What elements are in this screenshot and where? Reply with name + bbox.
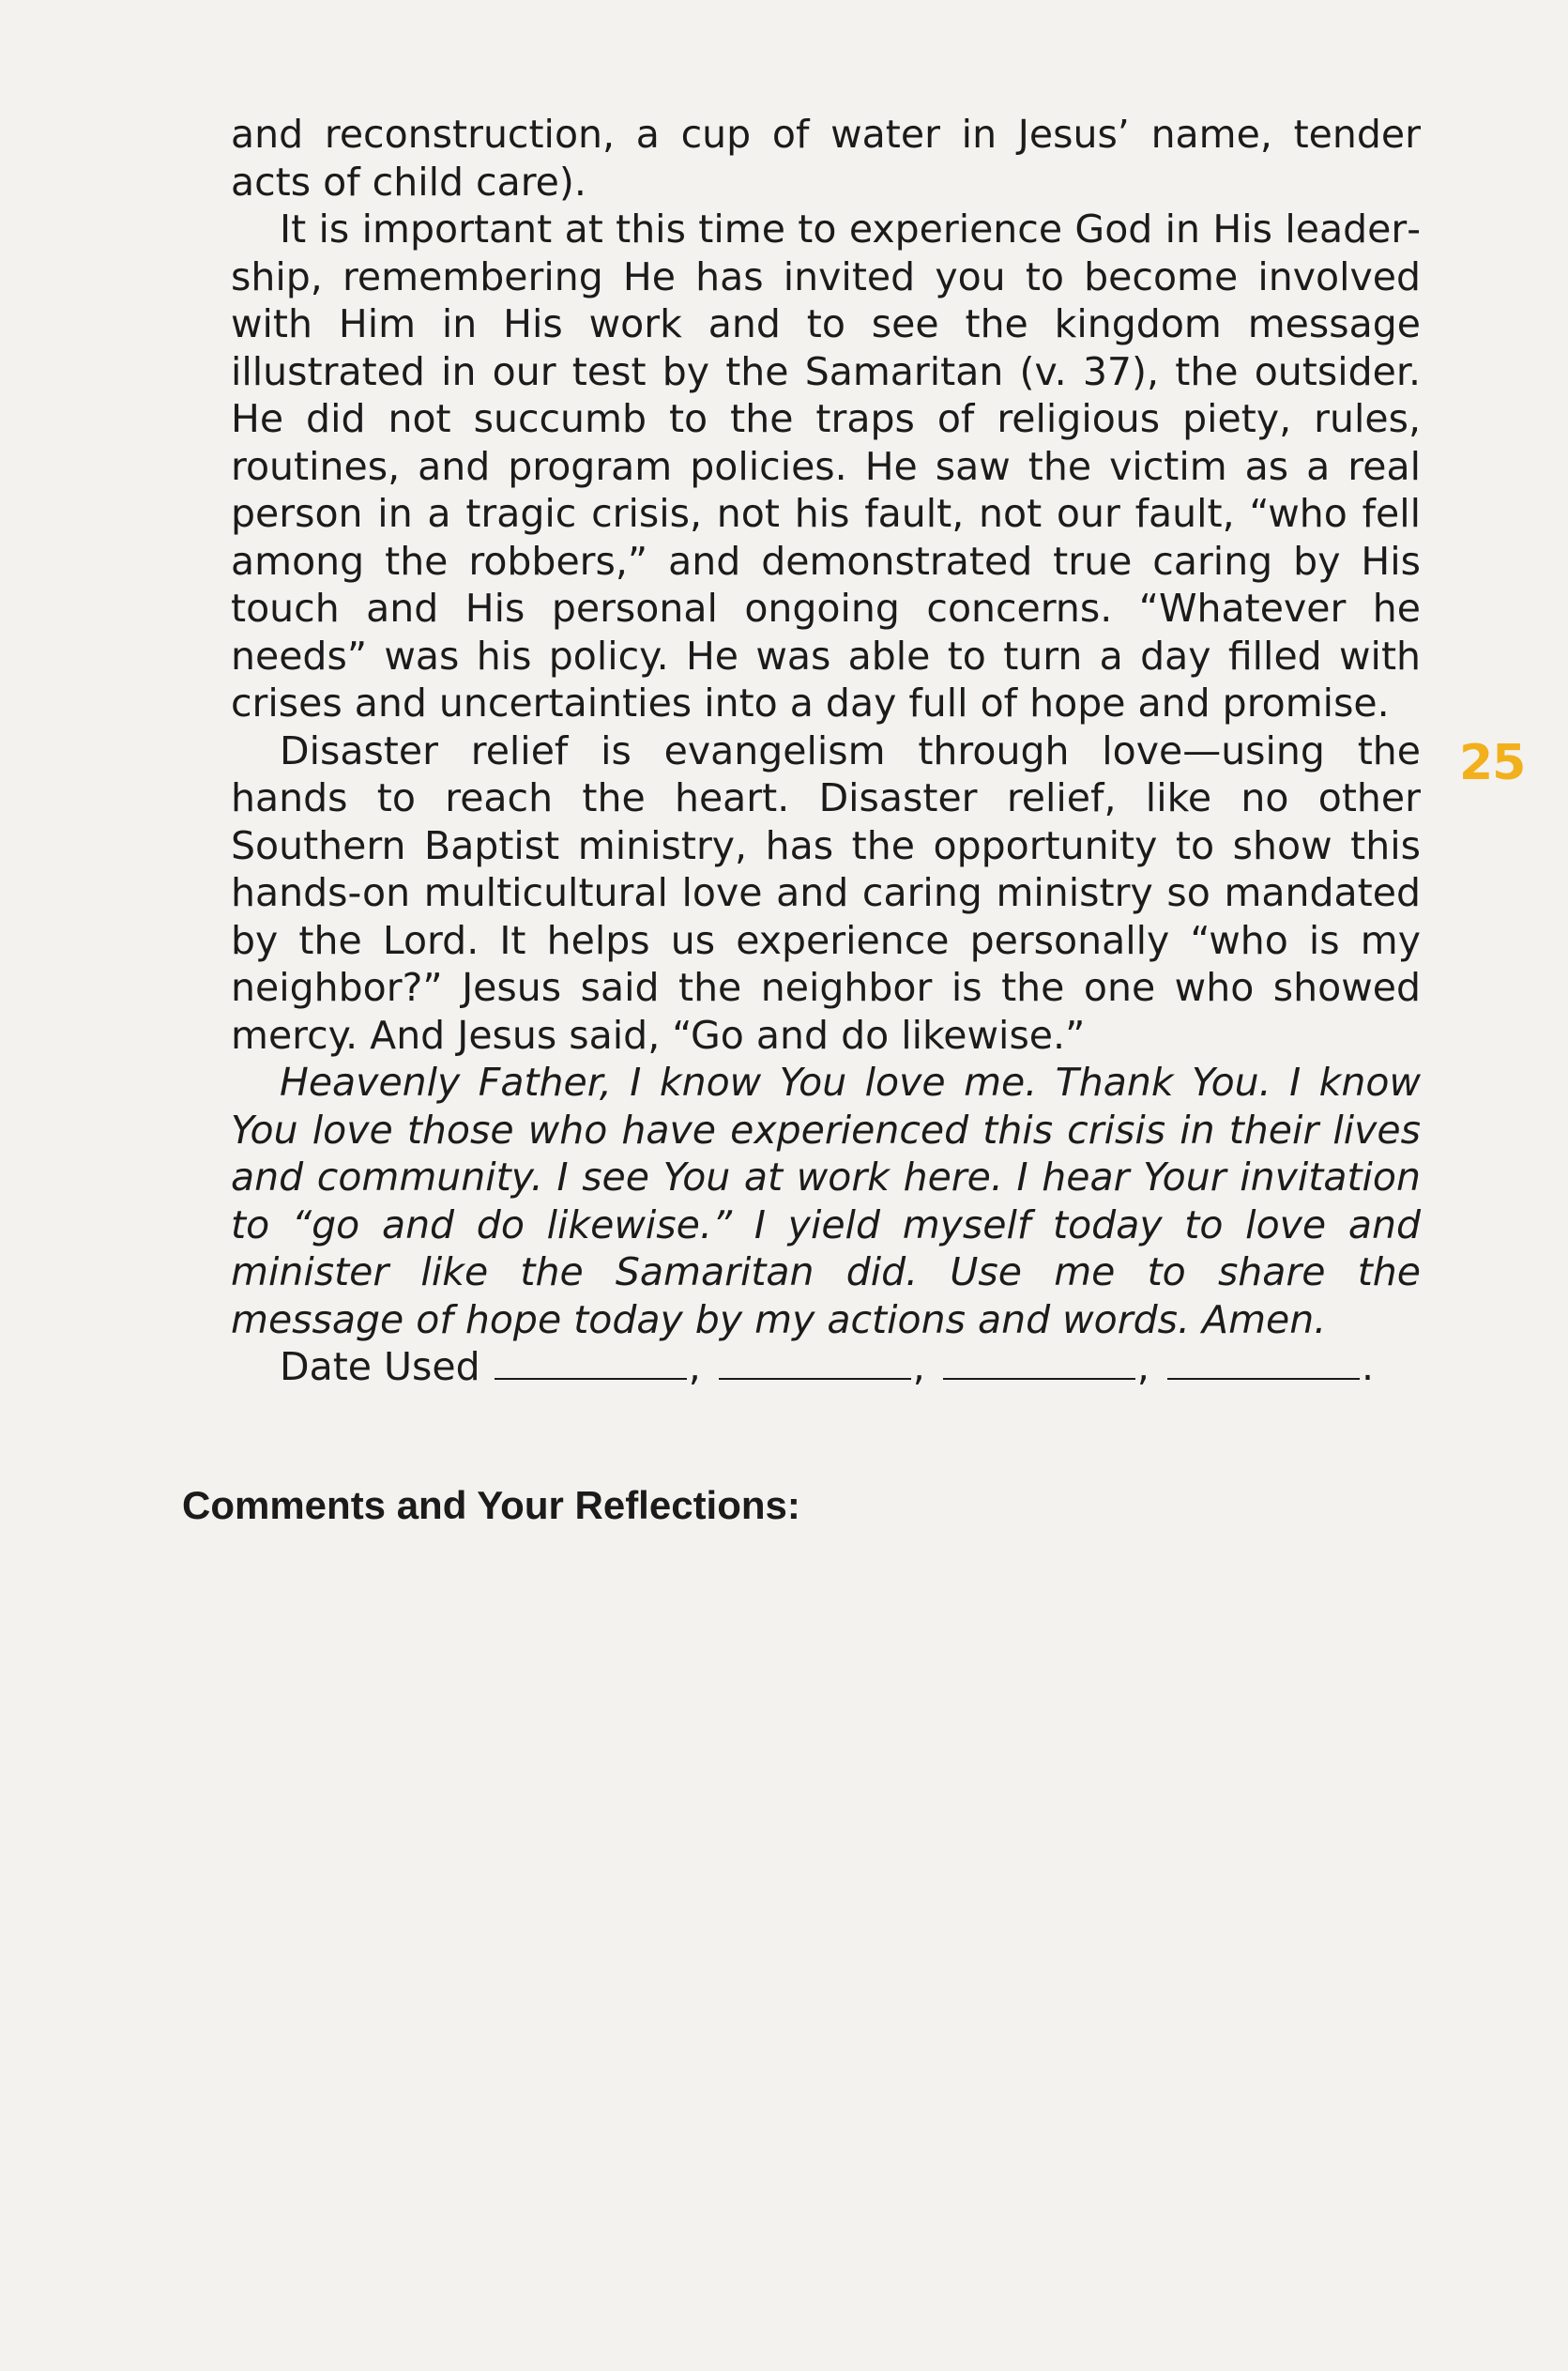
date-used-line: Date Used , , , . [280, 1344, 1375, 1389]
date-used-label: Date Used [280, 1344, 480, 1389]
page-number: 25 [1459, 735, 1526, 791]
prayer-paragraph: Heavenly Father, I know You love me. Thank You. I know You love those who have experienced this crisis in their lives and community. I see You at work here. I hear Your invitation to “go and do likewise.” I yield myself today to love and minister like the Samaritan did. Use me to share the message of hope today by my actions and words. Amen. [231, 1060, 1421, 1342]
body-text [231, 111, 1421, 1391]
paragraph-leadership: It is important at this time to experience God in His leadership, remembering He has invited you to become involved with Him in His work and to see the kingdom message illustrated in our test by the Samaritan (v. 37), the outsider. He did not succumb to the traps of religious piety, rules, routines, and program policies. He saw the victim as a real person in a tragic crisis, not his fault, not our fault, “who fell among the robbers,” and demonstrated true caring by His touch and His personal ongoing concerns. “Whatever he needs” was his policy. He was able to turn a day filled with crises and uncertainties into a day full of hope and promise. [231, 207, 1421, 726]
date-blank-3[interactable] [943, 1344, 1135, 1380]
date-blank-1[interactable] [495, 1344, 687, 1380]
reflections-heading: Comments and Your Reflections: [182, 1483, 800, 1527]
date-blank-2[interactable] [719, 1344, 911, 1380]
paragraph-disaster-relief: Disaster relief is evangelism through love—using the hands to reach the heart. Disaster relief, like no other Southern Baptist ministry, has the opportunity to show this hands-on multicultural love and caring ministry so mandated by the Lord. It helps us experience personally “who is my neighbor?” Jesus said the neighbor is the one who showed mercy. And Jesus said, “Go and do likewise.” [231, 727, 1421, 1058]
paragraph-continuation: and reconstruction, a cup of water in Jesus’ name, tender acts of child care). [231, 112, 1421, 205]
date-blank-4[interactable] [1167, 1344, 1360, 1380]
